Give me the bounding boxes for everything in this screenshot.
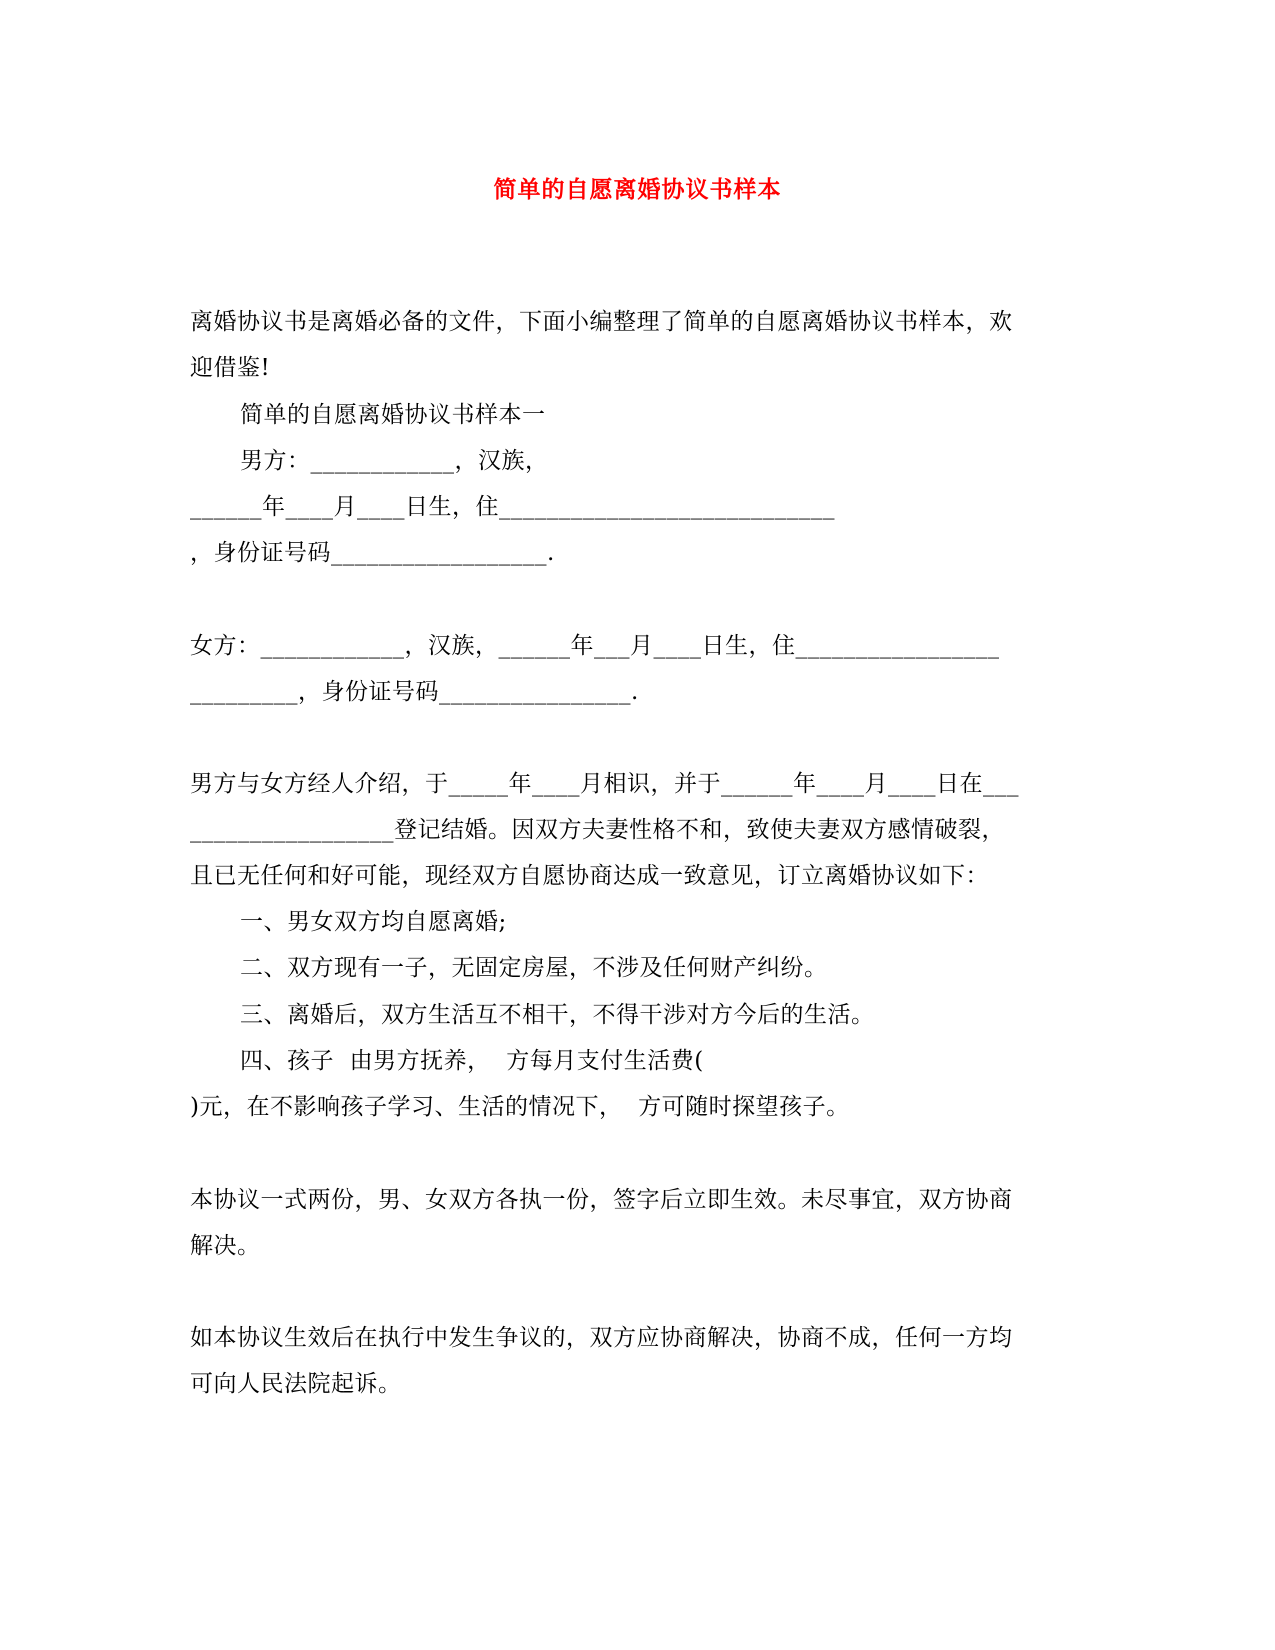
marriage-line-1: 男方与女方经人介绍，于_____年____月相识，并于______年____月____日在___ — [190, 771, 1019, 797]
clause-2: 二、双方现有一子，无固定房屋，不涉及任何财产纠纷。 — [240, 955, 828, 981]
male-party-line: 男方：____________，汉族， — [240, 448, 549, 474]
male-id-line: ，身份证号码__________________. — [190, 540, 555, 566]
document-title: 简单的自愿离婚协议书样本 — [493, 176, 782, 203]
clause-3: 三、离婚后，双方生活互不相干，不得干涉对方今后的生活。 — [240, 1002, 875, 1028]
intro-line-1: 离婚协议书是离婚必备的文件，下面小编整理了简单的自愿离婚协议书样本，欢 — [190, 309, 1013, 335]
section-heading: 简单的自愿离婚协议书样本一 — [240, 402, 546, 428]
dispute-line-1: 如本协议生效后在执行中发生争议的，双方应协商解决，协商不成，任何一方均 — [190, 1325, 1013, 1351]
marriage-line-2: _________________登记结婚。因双方夫妻性格不和，致使夫妻双方感情破裂， — [190, 817, 1005, 843]
dispute-line-2: 可向人民法院起诉。 — [190, 1371, 402, 1397]
male-birth-address-line: ______年____月____日生，住____________________________ — [190, 494, 835, 520]
clause-4-line-1: 四、孩子 由男方抚养， 方每月支付生活费( — [240, 1048, 704, 1074]
clause-4-line-2: )元，在不影响孩子学习、生活的情况下， 方可随时探望孩子。 — [190, 1094, 850, 1120]
female-party-line: 女方：____________，汉族，______年___月____日生，住_________________ — [190, 633, 1000, 659]
clause-1: 一、男女双方均自愿离婚; — [240, 909, 507, 935]
female-id-line: _________，身份证号码________________. — [190, 679, 639, 705]
intro-line-2: 迎借鉴! — [190, 355, 271, 381]
copies-line-2: 解决。 — [190, 1233, 261, 1259]
marriage-line-3: 且已无任何和好可能，现经双方自愿协商达成一致意见，订立离婚协议如下： — [190, 863, 989, 889]
copies-line-1: 本协议一式两份，男、女双方各执一份，签字后立即生效。未尽事宜，双方协商 — [190, 1187, 1013, 1213]
